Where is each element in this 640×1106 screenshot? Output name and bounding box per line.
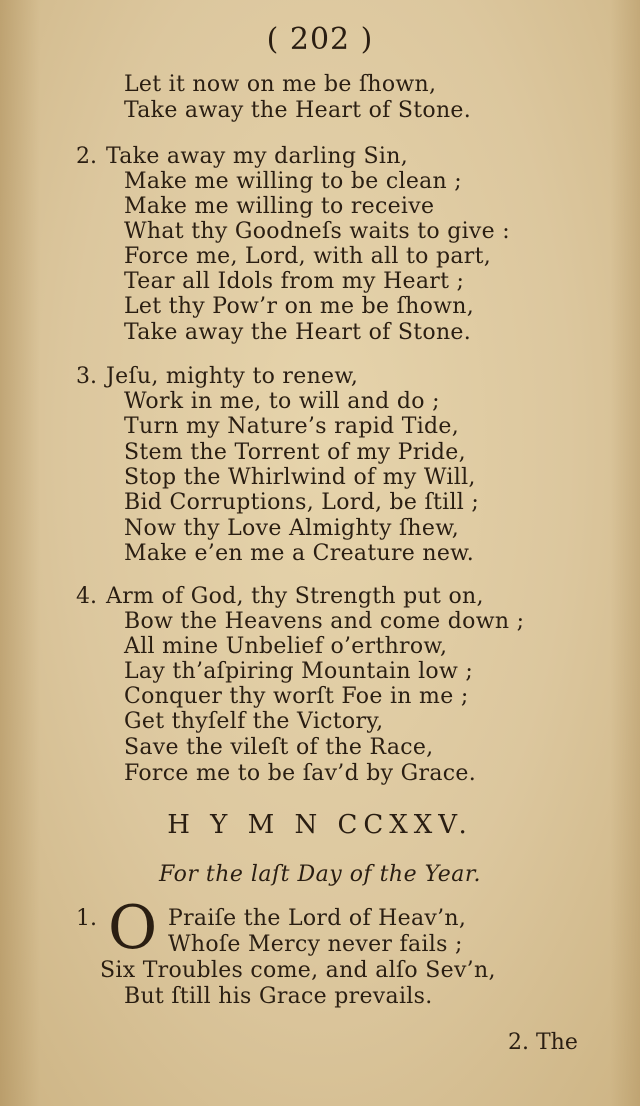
stanza4-line-1: Arm of God, thy Strength put on,: [106, 584, 484, 609]
hymn2-line-2: Whoſe Mercy never fails ;: [168, 932, 463, 957]
stanza2-line-7: Let thy Pow’r on me be ſhown,: [124, 294, 475, 319]
stanza2-line-5: Force me, Lord, with all to part,: [124, 244, 492, 269]
stanza3-line-3: Turn my Nature’s rapid Tide,: [124, 414, 460, 439]
stanza3-line-5: Stop the Whirlwind of my Will,: [124, 465, 476, 490]
stanza2-line-2: Make me willing to be clean ;: [124, 169, 463, 194]
stanza4-line-3: All mine Unbelief o’erthrow,: [124, 634, 448, 659]
stanza3-line-4: Stem the Torrent of my Pride,: [124, 440, 466, 465]
page-number: ( 202 ): [266, 22, 374, 57]
stanza1-line-2: Take away the Heart of Stone.: [124, 98, 472, 123]
stanza4-line-7: Save the vileſt of the Race,: [124, 735, 434, 760]
stanza2-line-4: What thy Goodneſs waits to give :: [124, 219, 510, 244]
stanza2-line-3: Make me willing to receive: [124, 194, 435, 219]
hymn2-stanza1-number: 1.: [76, 906, 97, 931]
hymn-subtitle: For the laſt Day of the Year.: [159, 862, 481, 887]
stanza4-number: 4.: [76, 584, 97, 609]
hymn2-line-3: Six Troubles come, and alſo Sev’n,: [100, 958, 496, 983]
stanza4-line-2: Bow the Heavens and come down ;: [124, 609, 525, 634]
stanza4-line-4: Lay th’aſpiring Mountain low ;: [124, 659, 474, 684]
hymn2-line-4: But ſtill his Grace prevails.: [124, 984, 433, 1009]
stanza4-line-8: Force me to be ſav’d by Grace.: [124, 761, 477, 786]
stanza2-line-8: Take away the Heart of Stone.: [124, 320, 472, 345]
hymn-title: H Y M N CCXXV.: [167, 810, 473, 840]
stanza3-line-2: Work in me, to will and do ;: [124, 389, 440, 414]
stanza4-line-5: Conquer thy worſt Foe in me ;: [124, 684, 469, 709]
stanza3-line-6: Bid Corruptions, Lord, be ſtill ;: [124, 490, 480, 515]
stanza1-line-1: Let it now on me be ſhown,: [124, 72, 437, 97]
stanza2-line-1: Take away my darling Sin,: [106, 144, 408, 169]
stanza3-line-1: Jeſu, mighty to renew,: [106, 364, 359, 389]
stanza2-number: 2.: [76, 144, 97, 169]
catchword: 2. The: [508, 1030, 578, 1055]
stanza3-line-8: Make e’en me a Creature new.: [124, 541, 474, 566]
stanza4-line-6: Get thyſelf the Victory,: [124, 709, 384, 734]
drop-cap: O: [108, 893, 158, 963]
hymn2-line-1: Praiſe the Lord of Heav’n,: [168, 906, 467, 931]
stanza3-number: 3.: [76, 364, 97, 389]
stanza2-line-6: Tear all Idols from my Heart ;: [124, 269, 465, 294]
stanza3-line-7: Now thy Love Almighty ſhew,: [124, 516, 460, 541]
